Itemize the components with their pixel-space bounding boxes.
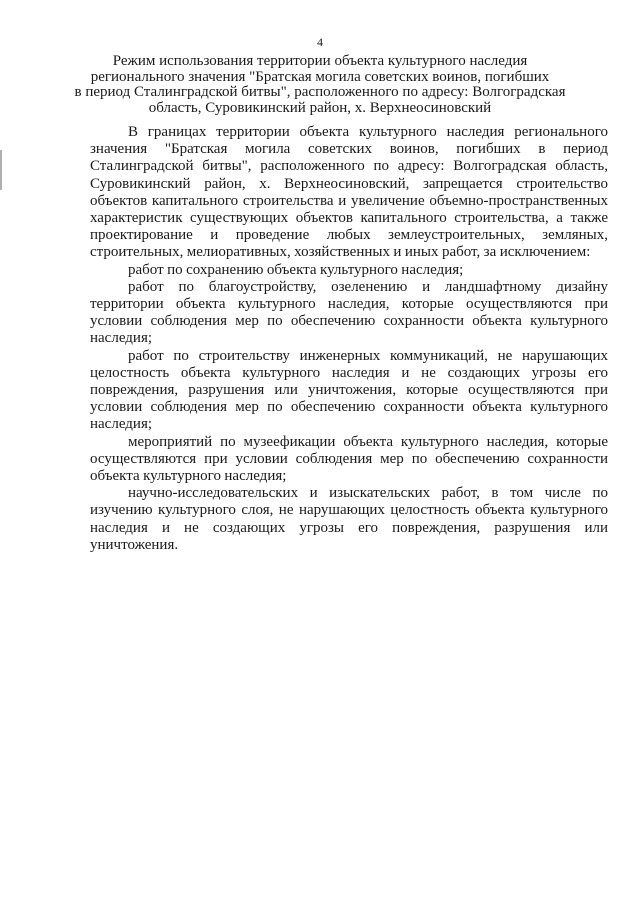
exception-item: работ по благоустройству, озеленению и ландшафтному дизайну территории объекта культурного наследия, которые осуществляются при условии соблюдения мер по обеспечению сохранности объекта культурного наследия; — [90, 278, 608, 347]
exception-item: мероприятий по музеефикации объекта культурного наследия, которые осуществляются при условии соблюдения мер по обеспечению сохранности объекта культурного наследия; — [90, 433, 608, 485]
title-line: область, Суровикинский район, х. Верхнеосиновский — [148, 99, 492, 116]
title-line: Режим использования территории объекта культурного наследия — [112, 53, 528, 69]
document-title — [70, 54, 570, 116]
title-line: регионального значения "Братская могила советских воинов, погибших — [90, 68, 550, 85]
exception-item: научно-исследовательских и изыскательских работ, в том числе по изучению культурного слоя, не нарушающих целостность объекта культурного наследия и не создающих угрозы его повреждения, разрушения или уничтожения. — [90, 485, 608, 553]
exception-item: работ по строительству инженерных коммуникаций, не нарушающих целостность объекта культурного наследия и не создающих угрозы его повреждения, разрушения или уничтожения, которые осуществляются при условии соблюдения мер по обеспечению сохранности объекта культурного наследия; — [90, 347, 608, 433]
page-number: 4 — [317, 35, 323, 49]
intro-paragraph: В границах территории объекта культурного наследия регионального значения "Братская могила советских воинов, погибших в период Сталинградской битвы", расположенного по адресу: Волгоградская область, Суровикинский район, х. Верхнеосиновский, запрещается строительство объектов капитального строительства и увеличение объемно-пространственных характеристик существующих объектов капитального строительства, а также проектирование и проведение любых землеустроительных, земляных, строительных, мелиоративных, хозяйственных и иных работ, за исключением: — [90, 124, 608, 261]
scan-edge-mark — [0, 150, 2, 190]
title-line: в период Сталинградской битвы", расположенного по адресу: Волгоградская — [74, 84, 566, 100]
document-body — [90, 124, 608, 554]
exception-item: работ по сохранению объекта культурного наследия; — [128, 261, 464, 278]
